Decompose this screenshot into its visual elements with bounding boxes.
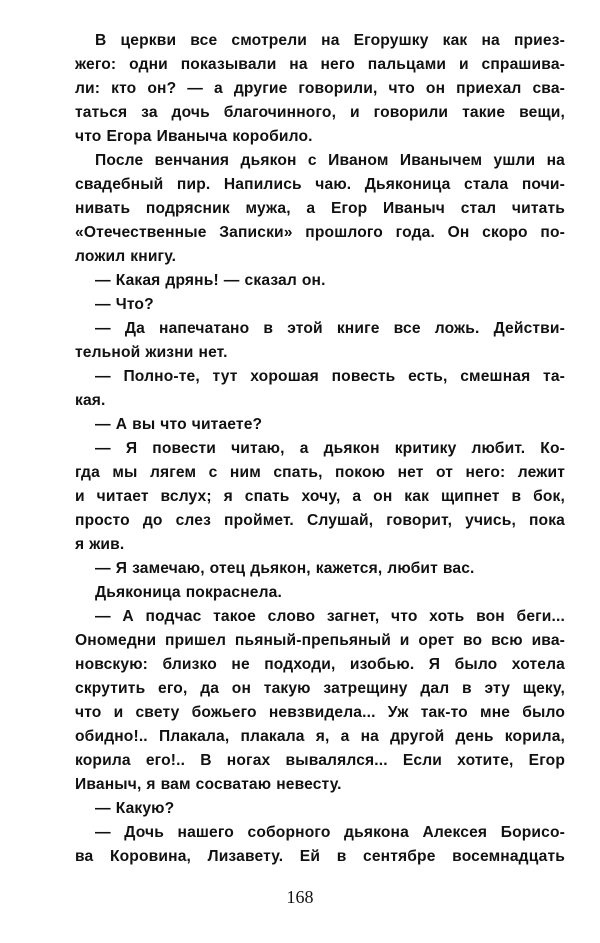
text-line: — Какая дрянь! — сказал он.	[95, 272, 326, 289]
body-text	[75, 29, 565, 869]
text-line: — Я замечаю, отец дьякон, кажется, любит вас.	[95, 560, 475, 577]
text-line: Иваныч, я вам сосватаю невесту.	[75, 776, 342, 793]
text-line: «Отечественные Записки» прошлого года. Он скоро по-	[75, 224, 565, 241]
text-line: свадебный пир. Напились чаю. Дьяконица стала почи-	[75, 176, 565, 193]
text-line: и читает вслух; я спать хочу, а он как щипнет в бок,	[75, 488, 565, 505]
text-line: — А вы что читаете?	[95, 416, 263, 433]
text-line: жего: одни показывали на него пальцами и спрашива-	[75, 56, 565, 73]
text-line: — Что?	[95, 296, 154, 313]
text-line: я жив.	[75, 536, 125, 553]
text-line: тельной жизни нет.	[75, 344, 228, 361]
text-line: что и свету божьего невзвидела... Уж так-то мне было	[75, 704, 565, 721]
text-line: — Я повести читаю, а дьякон критику любит. Ко-	[95, 440, 565, 457]
page-number: 168	[286, 887, 314, 907]
text-line: корила его!.. В ногах вывалялся... Если хотите, Егор	[75, 752, 565, 769]
text-line: — Какую?	[95, 800, 175, 817]
text-line: Дьяконица покраснела.	[95, 584, 282, 601]
text-line: В церкви все смотрели на Егорушку как на приез-	[95, 32, 565, 49]
text-line: гда мы лягем с ним спать, покою нет от него: лежит	[75, 464, 565, 481]
text-line: новскую: близко не подходи, изобью. Я было хотела	[75, 656, 565, 673]
text-line: После венчания дьякон с Иваном Иванычем ушли на	[95, 152, 565, 169]
text-line: ли: кто он? — а другие говорили, что он приехал сва-	[75, 80, 565, 97]
text-line: — Дочь нашего соборного дьякона Алексея Борисо-	[95, 824, 565, 841]
text-line: скрутить его, да он такую затрещину дал в эту щеку,	[75, 680, 565, 697]
text-line: — Да напечатано в этой книге все ложь. Действи-	[95, 320, 565, 337]
text-line: таться за дочь благочинного, и говорили такие вещи,	[75, 104, 565, 121]
text-line: ложил книгу.	[75, 248, 177, 265]
text-line: что Егора Иваныча коробило.	[75, 128, 313, 145]
text-line: кая.	[75, 392, 106, 409]
text-line: обидно!.. Плакала, плакала я, а на другой день корила,	[75, 728, 565, 745]
text-line: — Полно-те, тут хорошая повесть есть, смешная та-	[95, 368, 565, 385]
text-line: просто до слез проймет. Слушай, говорит, учись, пока	[75, 512, 565, 529]
text-line: Ономедни пришел пьяный-препьяный и орет во всю ива-	[75, 632, 565, 649]
text-line: нивать подрясник мужа, а Егор Иваныч стал читать	[75, 200, 565, 217]
text-line: ва Коровина, Лизавету. Ей в сентябре восемнадцать	[75, 848, 565, 865]
text-line: — А подчас такое слово загнет, что хоть вон беги...	[95, 608, 565, 625]
